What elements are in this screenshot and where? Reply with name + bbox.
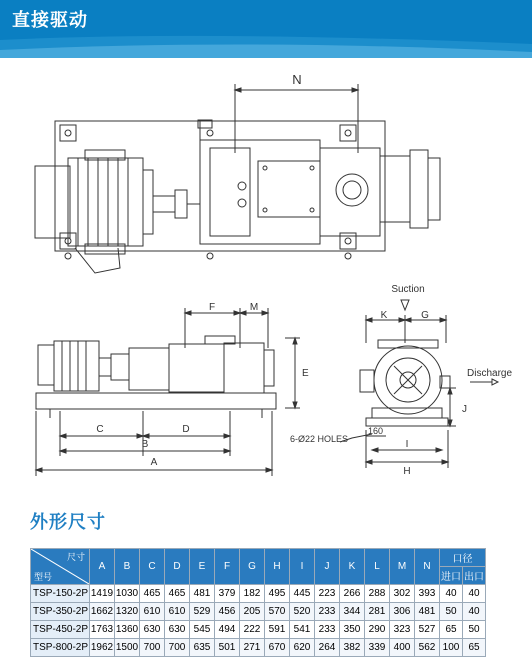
- cell-value: 223: [315, 585, 340, 603]
- cell-value: 306: [390, 603, 415, 621]
- cell-value: 630: [140, 621, 165, 639]
- cell-value: 481: [190, 585, 215, 603]
- dim-label-b: B: [141, 439, 149, 450]
- col-header-d: D: [165, 549, 190, 585]
- table-row: [31, 639, 486, 657]
- col-header-i: I: [290, 549, 315, 585]
- cell-value: 465: [140, 585, 165, 603]
- cell-value: 344: [340, 603, 365, 621]
- cell-value: 1763: [90, 621, 115, 639]
- cell-value: 610: [140, 603, 165, 621]
- dim-label-d: D: [182, 424, 190, 435]
- cell-value: 495: [265, 585, 290, 603]
- cell-value: 494: [215, 621, 240, 639]
- col-header-outlet: 出口: [463, 567, 486, 585]
- cell-value: 382: [340, 639, 365, 657]
- corner-label-model: 型号: [34, 572, 53, 582]
- table-row: [31, 585, 486, 603]
- cell-value: 266: [340, 585, 365, 603]
- col-header-bore: 口径: [440, 549, 486, 567]
- col-header-inlet: 进口: [440, 567, 463, 585]
- col-header-l: L: [365, 549, 390, 585]
- col-header-g: G: [240, 549, 265, 585]
- cell-value: 670: [265, 639, 290, 657]
- top-view: [35, 84, 440, 273]
- cell-value: 290: [365, 621, 390, 639]
- suction-label: Suction: [391, 284, 425, 295]
- cell-value: 570: [265, 603, 290, 621]
- cell-value: 264: [315, 639, 340, 657]
- dim-label-e: E: [302, 368, 309, 379]
- col-header-n: N: [415, 549, 440, 585]
- header-banner: [0, 0, 532, 58]
- col-header-f: F: [215, 549, 240, 585]
- dim-label-i: I: [405, 439, 409, 450]
- cell-value: 379: [215, 585, 240, 603]
- cell-value: 1320: [115, 603, 140, 621]
- section-title: 外形尺寸: [30, 512, 106, 533]
- cell-value: 541: [290, 621, 315, 639]
- cell-value: 635: [190, 639, 215, 657]
- cell-value: 205: [240, 603, 265, 621]
- col-header-h: H: [265, 549, 290, 585]
- cell-value: 610: [165, 603, 190, 621]
- cell-inlet: 100: [440, 639, 463, 657]
- cell-value: 620: [290, 639, 315, 657]
- cell-value: 1962: [90, 639, 115, 657]
- cell-value: 501: [215, 639, 240, 657]
- dim-label-j: J: [462, 404, 467, 415]
- cell-value: 281: [365, 603, 390, 621]
- cell-value: 233: [315, 621, 340, 639]
- cell-value: 350: [340, 621, 365, 639]
- dim-label-k: K: [380, 310, 388, 321]
- cell-value: 445: [290, 585, 315, 603]
- cell-outlet: 50: [463, 621, 486, 639]
- dim-label-f: F: [208, 302, 216, 313]
- cell-value: 562: [415, 639, 440, 657]
- cell-value: 1662: [90, 603, 115, 621]
- side-view: [340, 300, 498, 468]
- cell-value: 1500: [115, 639, 140, 657]
- dim-label-c: C: [96, 424, 104, 435]
- cell-outlet: 40: [463, 585, 486, 603]
- cell-value: 323: [390, 621, 415, 639]
- dimension-table: [30, 548, 486, 657]
- cell-value: 520: [290, 603, 315, 621]
- cell-model: TSP-450-2P: [31, 621, 90, 639]
- cell-value: 1419: [90, 585, 115, 603]
- technical-drawing: [0, 58, 532, 500]
- cell-value: 456: [215, 603, 240, 621]
- cell-model: TSP-800-2P: [31, 639, 90, 657]
- discharge-label: Discharge: [467, 368, 513, 379]
- cell-value: 288: [365, 585, 390, 603]
- col-header-k: K: [340, 549, 365, 585]
- cell-value: 222: [240, 621, 265, 639]
- cell-inlet: 40: [440, 585, 463, 603]
- col-header-j: J: [315, 549, 340, 585]
- cell-value: 302: [390, 585, 415, 603]
- cell-value: 700: [165, 639, 190, 657]
- cell-inlet: 50: [440, 603, 463, 621]
- cell-value: 1030: [115, 585, 140, 603]
- cell-value: 527: [415, 621, 440, 639]
- page-title: 直接驱动: [12, 10, 88, 31]
- cell-value: 591: [265, 621, 290, 639]
- cell-value: 1360: [115, 621, 140, 639]
- cell-value: 481: [415, 603, 440, 621]
- holes-label: 6-Ø22 HOLES: [290, 434, 349, 444]
- cell-value: 630: [165, 621, 190, 639]
- corner-label-size: 尺寸: [66, 552, 85, 562]
- cell-outlet: 65: [463, 639, 486, 657]
- dim-label-a: A: [150, 457, 158, 468]
- cell-outlet: 40: [463, 603, 486, 621]
- dim-label-n: N: [292, 72, 302, 87]
- table-row: [31, 621, 486, 639]
- table-row: [31, 603, 486, 621]
- cell-value: 339: [365, 639, 390, 657]
- dim-label-g: G: [421, 310, 429, 321]
- dim-label-h: H: [403, 466, 411, 477]
- col-header-e: E: [190, 549, 215, 585]
- dim-label-160: 160: [368, 426, 384, 436]
- cell-inlet: 65: [440, 621, 463, 639]
- cell-value: 529: [190, 603, 215, 621]
- cell-value: 233: [315, 603, 340, 621]
- cell-value: 700: [140, 639, 165, 657]
- col-header-m: M: [390, 549, 415, 585]
- cell-value: 182: [240, 585, 265, 603]
- dim-label-m: M: [249, 302, 259, 313]
- cell-model: TSP-150-2P: [31, 585, 90, 603]
- cell-model: TSP-350-2P: [31, 603, 90, 621]
- table-header-row: [31, 549, 486, 567]
- col-header-a: A: [90, 549, 115, 585]
- cell-value: 271: [240, 639, 265, 657]
- front-view: [36, 308, 300, 476]
- cell-value: 545: [190, 621, 215, 639]
- cell-value: 393: [415, 585, 440, 603]
- cell-value: 465: [165, 585, 190, 603]
- col-header-b: B: [115, 549, 140, 585]
- cell-value: 400: [390, 639, 415, 657]
- table-corner-header: [31, 549, 90, 585]
- col-header-c: C: [140, 549, 165, 585]
